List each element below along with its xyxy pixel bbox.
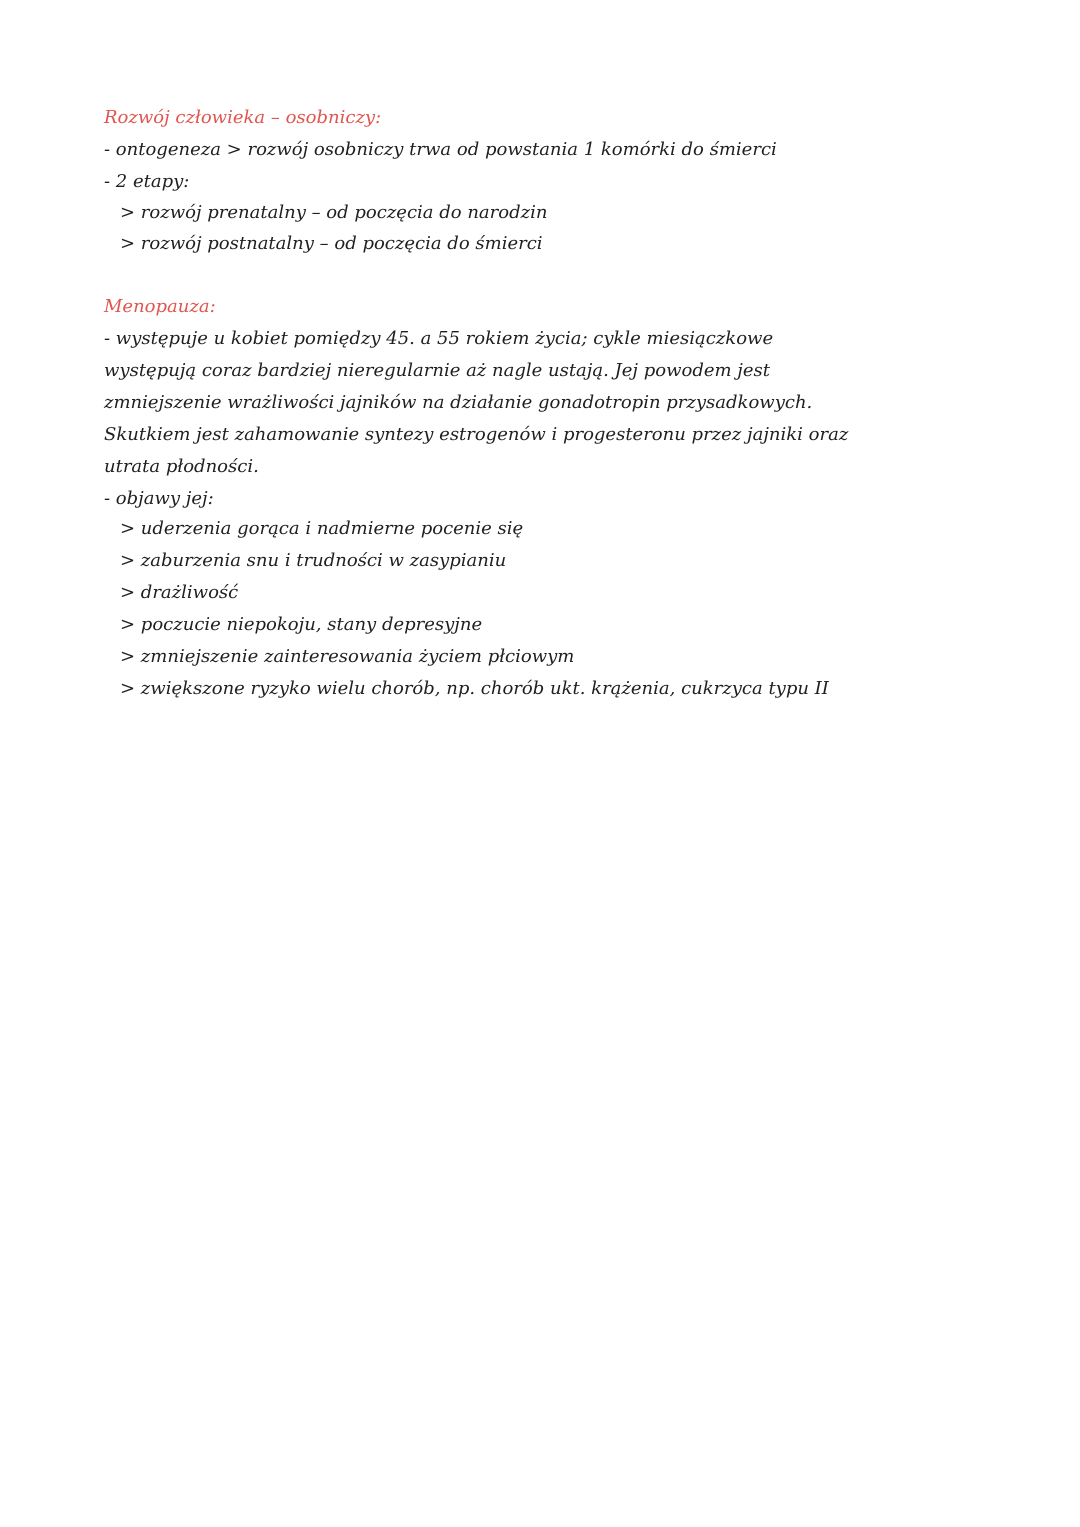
symptom-item: > zmniejszenie zainteresowania życiem płciowym <box>120 646 575 667</box>
symptoms-label: - objawy jej: <box>104 488 214 509</box>
symptom-item: > drażliwość <box>120 582 239 603</box>
paragraph-line: - występuje u kobiet pomiędzy 45. a 55 rokiem życia; cykle miesiączkowe <box>104 328 774 349</box>
ontogeneza-line: - ontogeneza > rozwój osobniczy trwa od powstania 1 komórki do śmierci <box>104 139 777 160</box>
stages-line: - 2 etapy: <box>104 171 190 192</box>
paragraph-line: Skutkiem jest zahamowanie syntezy estrogenów i progesteronu przez jajniki oraz <box>104 424 849 445</box>
stage-item-prenatal: > rozwój prenatalny – od poczęcia do narodzin <box>120 202 548 223</box>
symptom-item: > zwiększone ryzyko wielu chorób, np. chorób ukt. krążenia, cukrzyca typu II <box>120 678 829 699</box>
heading-title: Rozwój człowieka <box>104 107 266 128</box>
symptom-item: > poczucie niepokoju, stany depresyjne <box>120 614 483 635</box>
symptom-item: > zaburzenia snu i trudności w zasypianiu <box>120 550 507 571</box>
stage-item-postnatal: > rozwój postnatalny – od poczęcia do śmierci <box>120 233 543 254</box>
paragraph-line: zmniejszenie wrażliwości jajników na działanie gonadotropin przysadkowych. <box>104 392 813 413</box>
heading-subtitle: – osobniczy: <box>270 107 382 128</box>
section-heading-menopause: Menopauza: <box>104 296 216 317</box>
paragraph-line: utrata płodności. <box>104 456 259 477</box>
paragraph-line: występują coraz bardziej nieregularnie aż nagle ustają. Jej powodem jest <box>104 360 770 381</box>
symptom-item: > uderzenia gorąca i nadmierne pocenie się <box>120 518 524 539</box>
section-heading-development <box>104 106 381 130</box>
